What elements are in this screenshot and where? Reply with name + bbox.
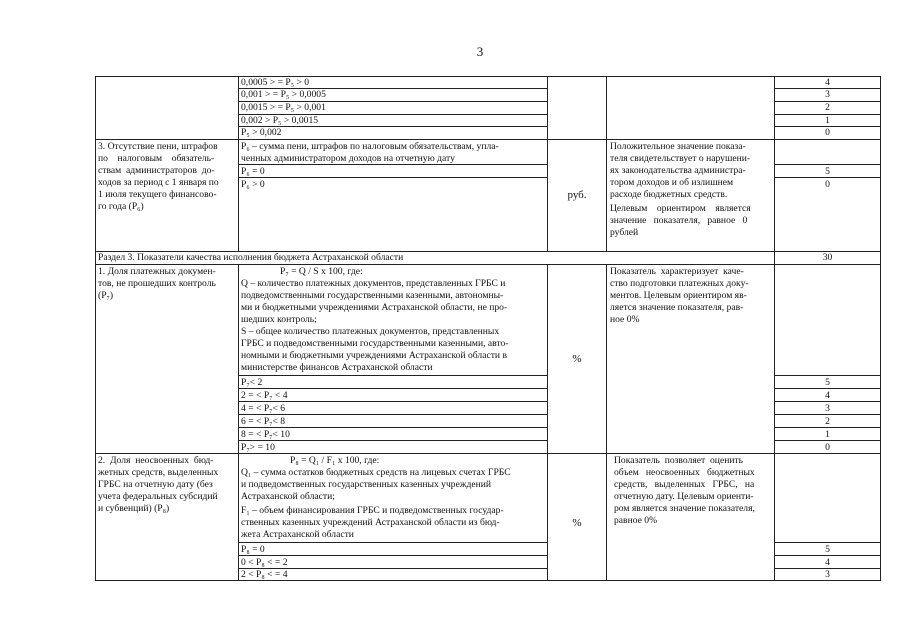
comment-line: равное 0% [614, 515, 658, 526]
definition-line: ГРБС и подведомственными государственными казенными, авто- [241, 338, 509, 349]
indicator-name-line: 1. Доля платежных докумен- [98, 266, 216, 277]
indicator-name-line: учета федеральных субсидий [98, 491, 218, 502]
comment-line: Показатель позволяет оценить [614, 455, 744, 466]
indicator-name-line: жетных средств, выделенных [98, 467, 219, 478]
comment-line: отчетную дату. Целевым ориенти- [614, 491, 754, 502]
comment-line: ляется значение показателя, рав- [610, 302, 744, 313]
definition-line: и подведомственных государственных казенных учреждений [241, 479, 491, 490]
score-text: 0 [825, 127, 830, 138]
comment-line: теля свидетельствует о нарушени- [610, 153, 751, 164]
page-number: 3 [476, 44, 484, 59]
comment-line: ментов. Целевым ориентиром яв- [610, 290, 747, 301]
comment-line: тором доходов и об излишнем [610, 177, 734, 188]
indicator-name-line: ствам администраторов до- [98, 165, 215, 176]
cond-text: P₅ > 0,002 [241, 127, 282, 138]
definition-line: ченных администратором доходов на отчетную дату [241, 153, 455, 164]
score-text: 2 [825, 102, 830, 113]
definition-line: жета Астраханской области [241, 529, 354, 540]
comment-line: ях законодательства администра- [610, 165, 746, 176]
cond-text: 8 = < P₇< 10 [241, 429, 290, 440]
cond-text: 0,002 > P₅ > 0,0015 [241, 115, 319, 126]
indicator-name-line: 3. Отсутствие пени, штрафов [98, 141, 218, 152]
cond-text: 0,0015 > = P₅ > 0,001 [241, 102, 326, 113]
cond-text: 4 = < P₇< 6 [241, 403, 286, 414]
comment-line: Целевым ориентиром является [610, 203, 751, 214]
indicator-name-line: по налоговым обязатель- [98, 153, 215, 164]
comment-line: объем неосвоенных бюджетных [614, 467, 755, 478]
unit-text: % [572, 517, 582, 529]
definition-line: Q₁ – сумма остатков бюджетных средств на лицевых счетах ГРБС [241, 467, 511, 478]
comment-line: значение показателя, равное 0 [610, 215, 748, 226]
comment-line: Положительное значение показа- [610, 141, 746, 152]
definition-line: шедших контроль; [241, 314, 317, 325]
section-score: 30 [822, 252, 833, 263]
score-text: 5 [825, 544, 830, 555]
cond-text: P₈ = 0 [241, 544, 265, 555]
section-title: Раздел 3. Показатели качества исполнения бюджета Астраханской области [98, 252, 404, 263]
comment-line: расходе бюджетных средств. [610, 189, 728, 200]
score-text: 5 [825, 166, 830, 177]
comment-line: ром является значение показателя, [614, 503, 755, 514]
indicator-name-line: и субвенций) (P₈) [98, 503, 170, 514]
score-text: 2 [825, 416, 830, 427]
definition-line: подведомственными государственными казенными, автономны- [241, 290, 504, 301]
indicator-name-line: 2. Доля неосвоенных бюд- [98, 455, 214, 466]
score-text: 0 [825, 179, 830, 190]
indicator-name-line: 1 июля текущего финансово- [98, 189, 217, 200]
comment-line: средств, выделенных ГРБС, на [614, 479, 755, 490]
comment-line: ное 0% [610, 314, 640, 325]
score-text: 5 [825, 377, 830, 388]
cond-text: 0,001 > = P₅ > 0,0005 [241, 89, 326, 100]
definition-line: ственных казенных учреждений Астраханской области из бюд- [241, 517, 500, 528]
indicator-name-line: тов, не прошедших контроль [98, 278, 216, 289]
cond-text: P₆ = 0 [241, 166, 265, 177]
definition-line: министерстве финансов Астраханской области [241, 362, 433, 373]
unit-text: % [572, 353, 582, 365]
comment-line: Показатель характеризует каче- [610, 266, 744, 277]
score-text: 1 [825, 429, 830, 440]
score-text: 0 [825, 442, 830, 453]
definition-line: P₆ – сумма пени, штрафов по налоговым обязательствам, упла- [241, 141, 499, 152]
cond-text: P₇> = 10 [241, 442, 275, 453]
cond-text: 0 < P₈ < = 2 [241, 557, 288, 568]
cond-text: P₇< 2 [241, 377, 263, 388]
score-text: 3 [825, 403, 830, 414]
definition-line: S – общее количество платежных документов, представленных [241, 326, 500, 337]
score-text: 4 [825, 390, 830, 401]
cond-text: P₆ > 0 [241, 179, 265, 190]
definition-line: F₁ – объем финансирования ГРБС и подведомственных государ- [241, 505, 504, 516]
indicator-name-line: ходов за период с 1 января по [98, 177, 219, 188]
indicator-name-line: (P₇) [98, 290, 114, 301]
cond-text: 2 < P₈ < = 4 [241, 569, 288, 580]
definition-line: Астраханской области; [241, 491, 335, 502]
indicator-name-line: ГРБС на отчетную дату (без [98, 479, 213, 490]
comment-line: рублей [610, 227, 639, 238]
comment-line: ство подготовки платежных доку- [610, 278, 749, 289]
cond-text: 6 = < P₇< 8 [241, 416, 286, 427]
definition-line: Q – количество платежных документов, представленных ГРБС и [241, 278, 506, 289]
unit-text: руб. [567, 189, 587, 201]
formula-text: P₈ = Q₁ / F₁ x 100, где: [290, 455, 380, 466]
definition-line: номными и бюджетными учреждениями Астраханской области в [241, 350, 507, 361]
definition-line: ми и бюджетными учреждениями Астраханской области, не про- [241, 302, 508, 313]
formula-text: P₇ = Q / S x 100, где: [280, 266, 363, 277]
score-text: 4 [825, 77, 830, 88]
score-text: 3 [825, 89, 830, 100]
cond-text: 2 = < P₇ < 4 [241, 390, 288, 401]
score-text: 1 [825, 115, 830, 126]
cond-text: 0,0005 > = P₅ > 0 [241, 77, 310, 88]
indicator-name-line: го года (P₆) [98, 201, 144, 212]
score-text: 4 [825, 557, 830, 568]
score-text: 3 [825, 569, 830, 580]
